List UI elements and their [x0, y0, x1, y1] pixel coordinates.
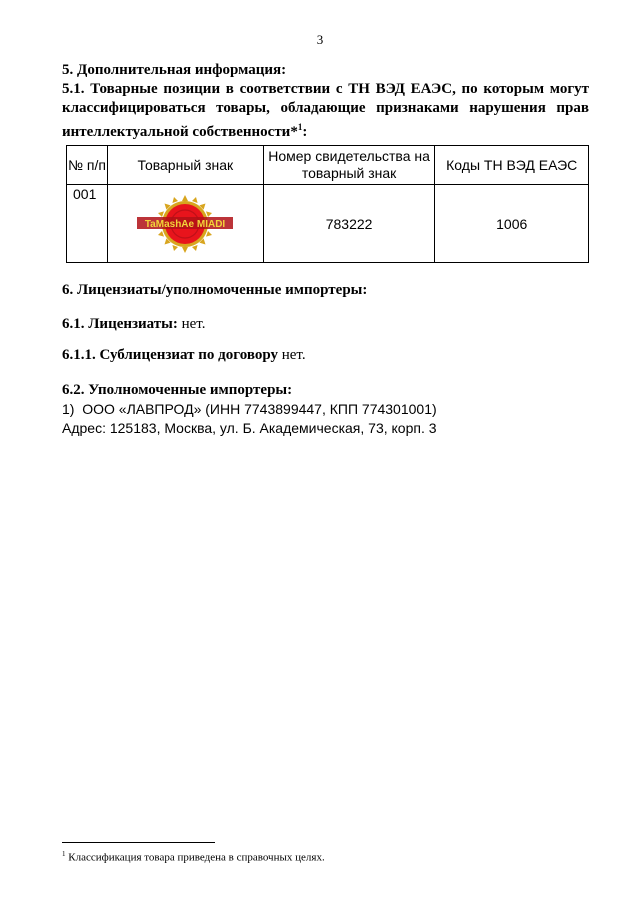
section-6-1 — [62, 316, 206, 333]
cell-trademark — [107, 185, 263, 263]
cell-certificate: 783222 — [263, 185, 435, 263]
importer-address: Адрес: 125183, Москва, ул. Б. Академическая, 73, корп. 3 — [62, 420, 437, 436]
footnote-text: Классификация товара приведена в справочных целях. — [65, 851, 325, 864]
page-number: 3 — [316, 32, 324, 47]
section-6-2 — [62, 382, 292, 399]
header-certificate: Номер свидетельства на товарный знак — [263, 146, 435, 185]
section-6-1-1 — [62, 347, 306, 364]
table-header-row — [67, 146, 589, 185]
section-6-1-1-value: нет. — [277, 347, 306, 363]
cell-code: 1006 — [435, 185, 589, 263]
header-trademark: Товарный знак — [107, 146, 263, 185]
section-5-1-body: 5.1. Товарные позиции в соответствии с ТН ВЭД ЕАЭС, по которым могут классифицироваться товары, обладающие признаками нарушения прав интеллектуальной собственности* — [62, 81, 589, 140]
footnote-ref: 1 — [297, 122, 303, 132]
footnote — [62, 850, 325, 864]
section-5-title: 5. Дополнительная информация: — [62, 62, 287, 78]
trademark-logo-image — [135, 193, 235, 255]
logo-text: TaMashAe MIADI — [145, 218, 226, 230]
footnote-divider — [62, 842, 215, 843]
section-6-1-1-label: 6.1.1. Сублицензиат по договору — [62, 347, 278, 363]
header-num: № п/п — [67, 146, 108, 185]
section-5-1-tail: : — [302, 124, 308, 140]
section-6-1-value: нет. — [177, 316, 206, 332]
section-6-1-label: 6.1. Лицензиаты: — [62, 316, 178, 332]
section-6-2-label: 6.2. Уполномоченные импортеры: — [62, 382, 293, 398]
table-row — [67, 185, 589, 263]
header-codes: Коды ТН ВЭД ЕАЭС — [435, 146, 589, 185]
section-5-1-text — [62, 80, 589, 142]
importer-line: 1) ООО «ЛАВПРОД» (ИНН 7743899447, КПП 774301001) — [62, 401, 437, 417]
footnote-number: 1 — [62, 850, 66, 858]
importer-block — [62, 400, 437, 438]
section-6-title: 6. Лицензиаты/уполномоченные импортеры: — [62, 282, 368, 298]
trademark-table — [66, 145, 589, 263]
cell-num: 001 — [67, 185, 108, 263]
